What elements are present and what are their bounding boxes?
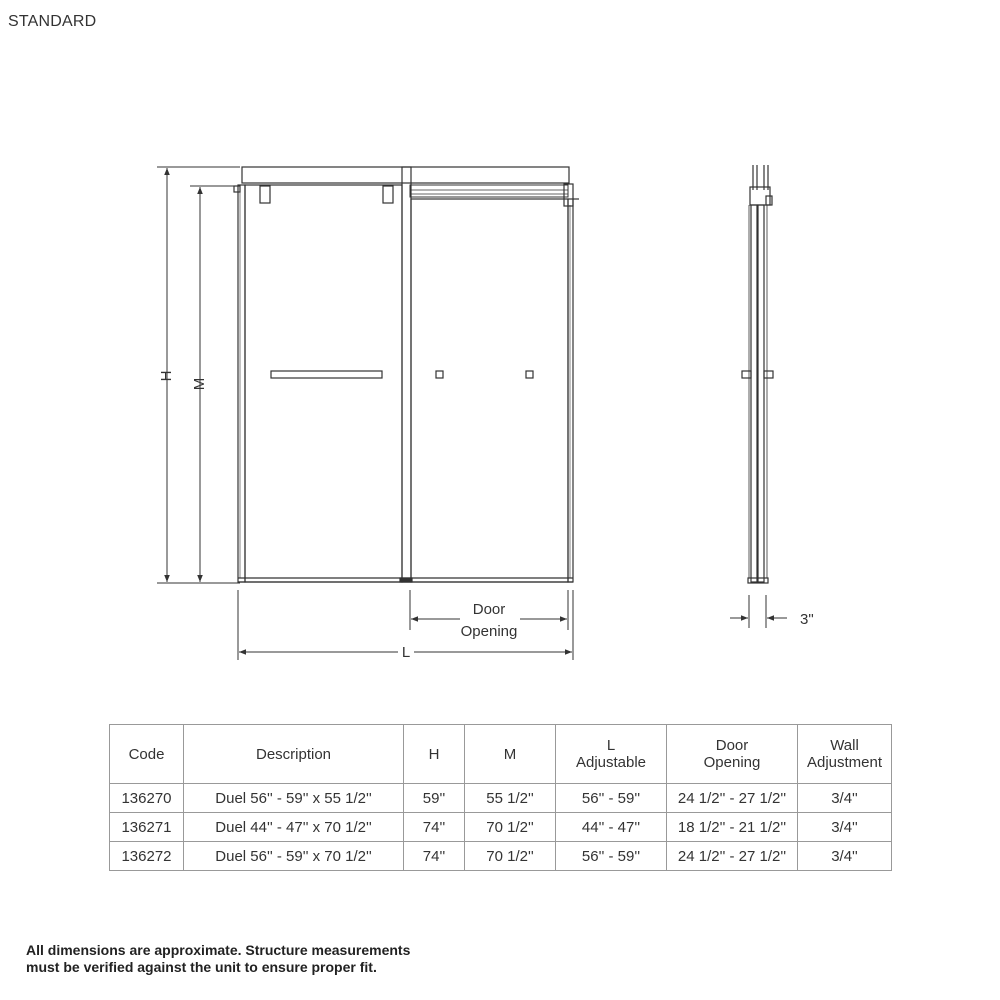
cell-wall: 3/4'' — [798, 813, 892, 842]
label-door-opening-1: Door — [472, 601, 506, 618]
header-door-opening — [667, 725, 798, 784]
cell-l: 56'' - 59'' — [556, 842, 667, 871]
table-row — [110, 813, 892, 842]
side-view — [742, 165, 773, 583]
dimension-depth — [730, 595, 787, 628]
label-l: L — [401, 644, 411, 661]
cell-wall: 3/4'' — [798, 784, 892, 813]
table-header-row — [110, 725, 892, 784]
left-top-bracket — [234, 186, 240, 192]
disclaimer — [26, 942, 410, 976]
header-description: Description — [184, 725, 404, 784]
side-panel-fixed — [751, 205, 757, 582]
panel-divider — [402, 167, 411, 582]
top-header-rail — [242, 167, 569, 183]
front-view — [234, 167, 579, 582]
label-door-opening-2: Opening — [460, 623, 518, 640]
cell-h: 59'' — [404, 784, 465, 813]
header-wall-line2: Adjustment — [806, 754, 883, 771]
knob-left — [436, 371, 443, 378]
header-l-line2: Adjustable — [575, 754, 647, 771]
side-panel-door — [758, 205, 764, 582]
disclaimer-line1: All dimensions are approximate. Structure measurements — [26, 942, 411, 958]
spec-table — [109, 724, 892, 871]
knob-right — [526, 371, 533, 378]
cell-door: 24 1/2'' - 27 1/2'' — [667, 842, 798, 871]
roller-left — [260, 186, 270, 203]
right-wall-jamb — [568, 199, 573, 582]
cell-m: 70 1/2'' — [465, 813, 556, 842]
header-m: M — [465, 725, 556, 784]
cell-m: 55 1/2'' — [465, 784, 556, 813]
header-door-line1: Door — [715, 737, 749, 754]
cell-wall: 3/4'' — [798, 842, 892, 871]
cell-door: 24 1/2'' - 27 1/2'' — [667, 784, 798, 813]
header-wall-line1: Wall — [830, 737, 859, 754]
page-label: STANDARD — [8, 13, 97, 30]
fixed-panel — [245, 185, 402, 582]
header-door-line2: Opening — [703, 754, 761, 771]
side-handle-left — [742, 371, 751, 378]
header-code: Code — [110, 725, 184, 784]
sliding-track — [410, 185, 568, 197]
header-h: H — [404, 725, 465, 784]
cell-description: Duel 56'' - 59'' x 55 1/2'' — [184, 784, 404, 813]
cell-h: 74'' — [404, 842, 465, 871]
label-depth: 3" — [800, 611, 814, 628]
towel-bar — [271, 371, 382, 378]
cell-m: 70 1/2'' — [465, 842, 556, 871]
label-h: H — [157, 370, 175, 382]
table-row — [110, 842, 892, 871]
cell-door: 18 1/2'' - 21 1/2'' — [667, 813, 798, 842]
cell-code: 136270 — [110, 784, 184, 813]
table-row — [110, 784, 892, 813]
side-handle-right — [764, 371, 773, 378]
sliding-door-panel — [411, 199, 568, 582]
cell-description: Duel 56'' - 59'' x 70 1/2'' — [184, 842, 404, 871]
cell-l: 56'' - 59'' — [556, 784, 667, 813]
roller-right — [383, 186, 393, 203]
label-m: M — [190, 377, 208, 391]
cell-description: Duel 44'' - 47'' x 70 1/2'' — [184, 813, 404, 842]
cell-code: 136272 — [110, 842, 184, 871]
left-wall-jamb — [238, 185, 245, 582]
header-l-line1: L — [606, 737, 616, 754]
header-wall-adjustment — [798, 725, 892, 784]
cell-h: 74'' — [404, 813, 465, 842]
cell-code: 136271 — [110, 813, 184, 842]
cell-l: 44'' - 47'' — [556, 813, 667, 842]
header-l-adjustable — [556, 725, 667, 784]
disclaimer-line2: must be verified against the unit to ensure proper fit. — [26, 959, 377, 975]
